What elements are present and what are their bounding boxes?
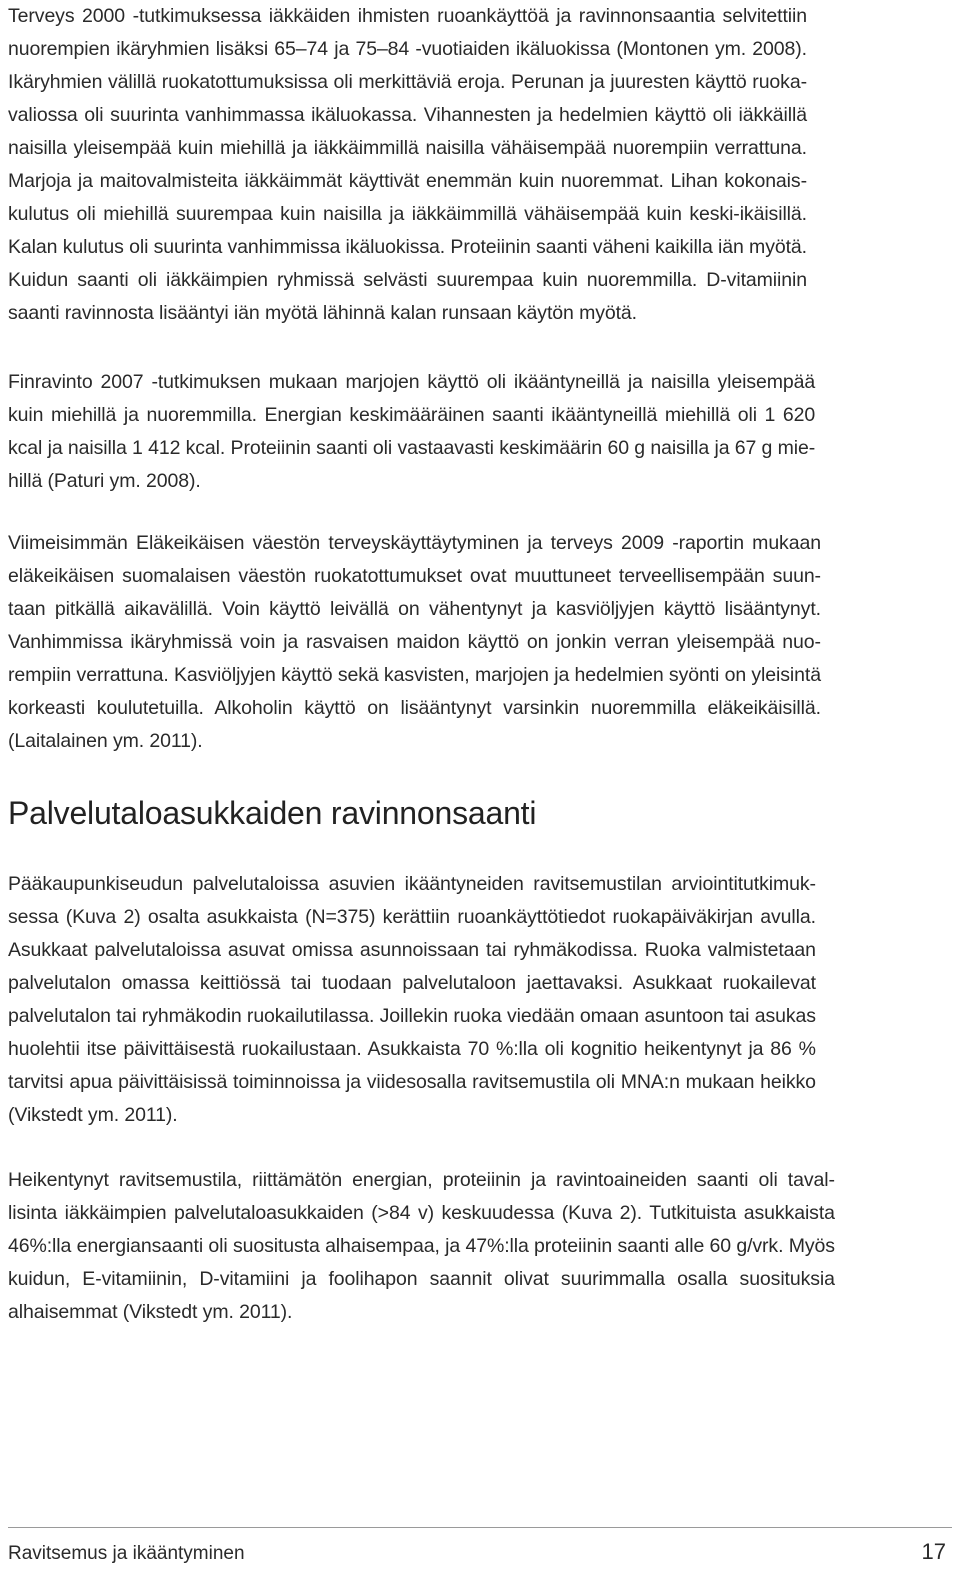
paragraph-line: kulutus oli miehillä suurempaa kuin naisilla ja iäkkäimmillä vähäisempää kuin keski-ikäisillä. [8,203,807,225]
section-heading: Palvelutaloasukkaiden ravinnonsaanti [8,795,537,831]
paragraph-line: hillä (Paturi ym. 2008). [8,470,201,492]
footer-title: Ravitsemus ja ikääntyminen [8,1543,245,1564]
paragraph-line: kuin miehillä ja nuoremmilla. Energian keskimääräinen saanti ikääntyneillä miehillä oli 1 620 [8,404,816,426]
paragraph-line: taan pitkällä aikavälillä. Voin käyttö leivällä on vähentynyt ja kasviöljyjen käyttö lisääntynyt. [8,598,821,620]
footer-divider [8,1527,952,1528]
paragraph-line: sessa (Kuva 2) osalta asukkaista (N=375) kerättiin ruoankäyttötiedot ruokapäiväkirjan avulla. [8,906,816,928]
paragraph-line: alhaisemmat (Vikstedt ym. 2011). [8,1301,293,1323]
paragraph-line: Pääkaupunkiseudun palvelutaloissa asuvien ikääntyneiden ravitsemustilan arviointitutkimuk- [8,873,816,895]
paragraph-line: naisilla yleisempää kuin miehillä ja iäkkäimmillä naisilla vähäisempää nuorempiin verrattuna. [8,137,807,159]
paragraph-elakeikaisen-vaesto [8,527,821,758]
paragraph-line: Asukkaat palvelutaloissa asuvat omissa asunnoissaan tai ryhmäkodissa. Ruoka valmistetaan [8,939,816,961]
paragraph-line: kcal ja naisilla 1 412 kcal. Proteiinin saanti oli vastaavasti keskimäärin 60 g naisilla ja 67 g mie- [8,437,816,459]
paragraph-line: rempiin verrattuna. Kasviöljyjen käyttö sekä kasvisten, marjojen ja hedelmien syönti on yleisintä [8,664,821,686]
paragraph-line: Vanhimmissa ikäryhmissä voin ja rasvaisen maidon käyttö on jonkin verran yleisempää nuo- [8,631,821,653]
paragraph-line: Kuidun saanti oli iäkkäimpien ryhmissä selvästi suurempaa kuin nuoremmilla. D-vitamiinin [8,269,807,291]
paragraph-line: Finravinto 2007 -tutkimuksen mukaan marjojen käyttö oli ikääntyneillä ja naisilla yleisempää [8,371,816,393]
paragraph-line: palvelutalon tai ryhmäkodin ruokailutilassa. Joillekin ruoka viedään omaan asuntoon tai asukas [8,1005,816,1027]
paragraph-line: korkeasti koulutetuilla. Alkoholin käyttö on lisääntynyt varsinkin nuoremmilla eläkeikäisillä. [8,697,821,719]
paragraph-line: eläkeikäisen suomalaisen väestön ruokatottumukset ovat muuttuneet terveellisempään suun- [8,565,821,587]
paragraph-line: saanti ravinnosta lisääntyi iän myötä lähinnä kalan runsaan käytön myötä. [8,302,637,324]
paragraph-line: Ikäryhmien välillä ruokatottumuksissa oli merkittäviä eroja. Perunan ja juuresten käyttö ruoka- [8,71,807,93]
paragraph-line: nuorempien ikäryhmien lisäksi 65–74 ja 75–84 -vuotiaiden ikäluokissa (Montonen ym. 2008). [8,38,807,60]
paragraph-line: valiossa oli suurinta vanhimmassa ikäluokassa. Vihannesten ja hedelmien käyttö oli iäkkäillä [8,104,807,126]
paragraph-line: Heikentynyt ravitsemustila, riittämätön energian, proteiinin ja ravintoaineiden saanti oli taval- [8,1169,835,1191]
paragraph-line: (Vikstedt ym. 2011). [8,1104,178,1126]
paragraph-finravinto-2007 [8,366,815,498]
paragraph-line: tarvitsi apua päivittäisissä toiminnoissa ja viidesosalla ravitsemustila oli MNA:n mukaan heikko [8,1071,816,1093]
paragraph-terveys-2000 [8,0,807,330]
paragraph-line: lisinta iäkkäimpien palvelutaloasukkaiden (>84 v) keskuudessa (Kuva 2). Tutkituista asukkaista [8,1202,835,1224]
paragraph-line: Marjoja ja maitovalmisteita iäkkäimmät käyttivät enemmän kuin nuoremmat. Lihan kokonais- [8,170,807,192]
paragraph-line: huolehtii itse päivittäisestä ruokailustaan. Asukkaista 70 %:lla oli kognitio heikentynyt ja 86 % [8,1038,816,1060]
paragraph-line: (Laitalainen ym. 2011). [8,730,203,752]
paragraph-line: Viimeisimmän Eläkeikäisen väestön terveyskäyttäytyminen ja terveys 2009 -raportin mukaan [8,532,821,554]
paragraph-palvelutalot-tutkimus [8,868,816,1132]
paragraph-line: palvelutalon omassa keittiössä tai tuodaan palvelutaloon jaettavaksi. Asukkaat ruokailevat [8,972,816,994]
paragraph-line: kuidun, E-vitamiinin, D-vitamiini ja foolihapon saannit olivat suurimmalla osalla suosituksia [8,1268,835,1290]
paragraph-heikentynyt-ravitsemustila [8,1164,835,1329]
paragraph-line: Terveys 2000 -tutkimuksessa iäkkäiden ihmisten ruoankäyttöä ja ravinnonsaantia selvitettiin [8,5,807,27]
paragraph-line: 46%:lla energiansaanti oli suositusta alhaisempaa, ja 47%:lla proteiinin saanti alle 60 g/vrk. Myös [8,1235,835,1257]
page-number: 17 [921,1539,946,1564]
paragraph-line: Kalan kulutus oli suurinta vanhimmissa ikäluokissa. Proteiinin saanti väheni kaikilla iän myötä. [8,236,807,258]
